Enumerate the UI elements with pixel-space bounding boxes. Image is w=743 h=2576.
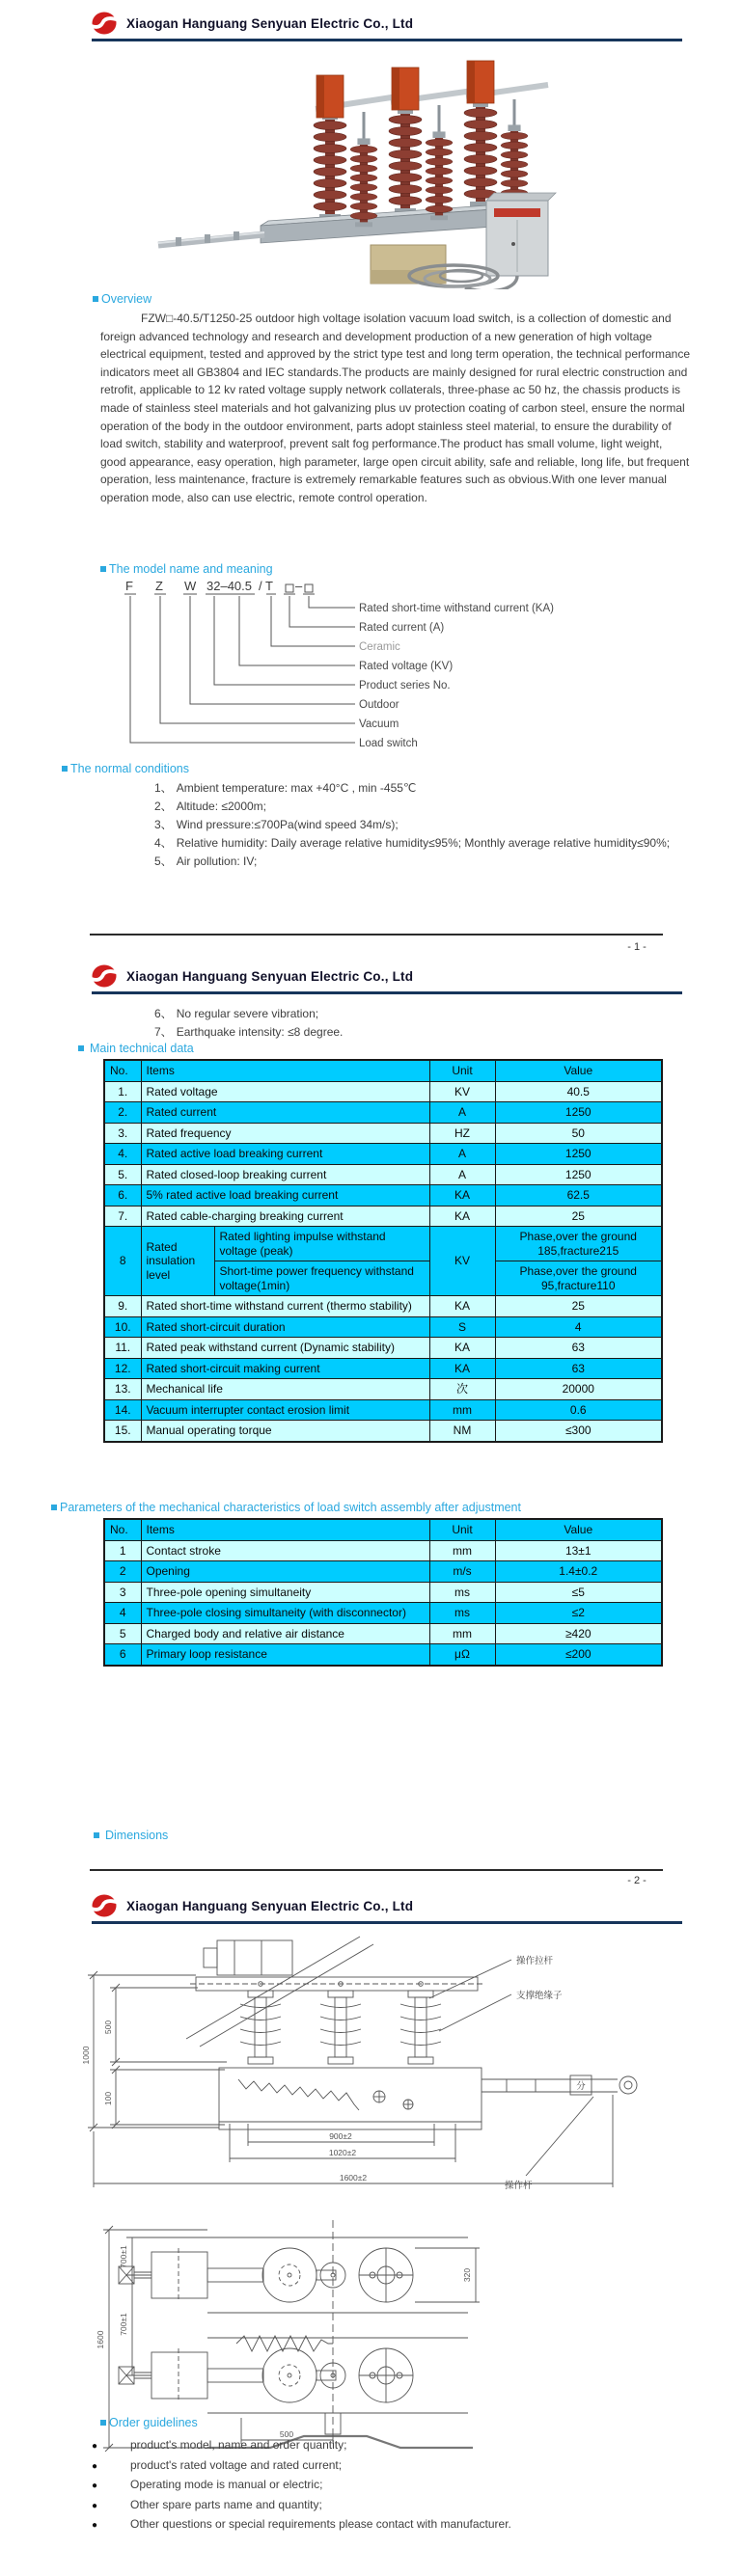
no-cell: 9. [104,1296,141,1317]
item-cell: Rated current [141,1102,429,1124]
no-cell: 10. [104,1316,141,1338]
list-item: 4、 Relative humidity: Daily average relative humidity≤95%; Monthly average relative humidity≤90%; [154,836,671,850]
list-item [92,2496,671,2516]
table-rows-1-7 [104,1081,662,1227]
section-bullet-icon [100,566,106,572]
company-logo-icon [92,12,118,35]
value-cell: 1250 [495,1164,662,1185]
value-cell: 63 [495,1338,662,1359]
overview-paragraph: FZW□-40.5/T1250-25 outdoor high voltage isolation vacuum load switch, is a collection of domestic and foreign advanced technology and research and development production of a new generation of high voltage electrical equipment, tested and approved by the strict type test and long term operation, the technical performance indicators meet all GB3804 and IEC standards.The products are mainly designed for rural electric construction and retrofit, applicable to 12 kv rated voltage supply network collaterals, three-phase ac 50 hz, the chassis products is made of stainless steel materials and hot galvanizing plus uv protection coating of carbon steel, ensure the normal operation of the body in the outdoor environment, parts adopt stainless steel material, to ensure the durability of load switch, stability and waterproof, prevent salt fog performance.The product has small volume, light weight, good appearance, easy operation, high parameter, large open circuit ability, safe and reliable, long life, but frequent operation, less maintenance, fracture is extremely remarkable features such as obvious.With one lever manual operation mode, also can use electric, remote control operation. [100,312,691,504]
company-name: Xiaogan Hanguang Senyuan Electric Co., Ltd [126,15,414,31]
section-order-heading [100,2416,198,2429]
unit-cell: mm [429,1623,495,1644]
bullet-icon: ● [92,2481,98,2491]
unit-cell: m/s [429,1561,495,1583]
item-cell: 5% rated active load breaking current [141,1185,429,1207]
unit-cell: S [429,1316,495,1338]
model-code-dash: – [295,579,303,593]
page-number: - 1 - [627,941,647,953]
header-unit: Unit [429,1519,495,1540]
dim-plan-700b: 700±1 [119,2313,128,2336]
section-bullet-icon [62,766,68,772]
item-cell: Charged body and relative air distance [141,1623,429,1644]
model-code-z: Z [155,579,163,593]
dim-height-insulator: 500 [103,2020,113,2035]
order-item-text: Operating mode is manual or electric; [130,2478,323,2491]
no-cell: 6 [104,1644,141,1666]
item-cell: Three-pole opening simultaneity [141,1582,429,1603]
item-cell: Short-time power frequency withstand voltage(1min) [214,1261,429,1296]
value-cell: 50 [495,1123,662,1144]
conditions-list-continued [135,1005,674,1042]
table-row [104,1060,662,1081]
value-cell: ≤2 [495,1603,662,1624]
model-code-t: / T [259,579,273,593]
section-bullet-icon [51,1505,57,1510]
dim-width-1020: 1020±2 [328,2148,357,2157]
no-cell: 5 [104,1623,141,1644]
fen-indicator-label: 分 [576,2081,586,2092]
table-row [104,1338,662,1359]
dim-plan-320: 320 [462,2267,472,2283]
operating-rod [158,234,264,245]
page-header [92,12,682,41]
unit-cell: 次 [429,1379,495,1400]
value-cell: ≥420 [495,1623,662,1644]
no-cell: 7. [104,1206,141,1227]
table-row [104,1358,662,1379]
no-cell: 4 [104,1603,141,1624]
table-rows [104,1540,662,1666]
table-row [104,1296,662,1317]
unit-cell: KA [429,1206,495,1227]
table-row [104,1623,662,1644]
value-cell: 62.5 [495,1185,662,1207]
bullet-icon: ● [92,2500,98,2511]
value-cell: ≤200 [495,1644,662,1666]
table-row [104,1644,662,1666]
value-cell: 25 [495,1206,662,1227]
section-overview-heading [93,292,151,306]
no-cell: 5. [104,1164,141,1185]
company-logo-icon [92,1894,118,1917]
item-cell: Opening [141,1561,429,1583]
item-cell: Rated closed-loop breaking current [141,1164,429,1185]
list-item [92,2436,671,2456]
unit-cell: A [429,1144,495,1165]
value-cell: 1250 [495,1144,662,1165]
dim-width-900: 900±2 [329,2131,352,2141]
unit-cell: KA [429,1338,495,1359]
no-cell: 12. [104,1358,141,1379]
unit-cell: mm [429,1399,495,1421]
model-label: Product series No. [359,680,451,691]
table-row [104,1421,662,1442]
list-item [92,2476,671,2496]
dim-width-1600: 1600±2 [339,2173,368,2183]
no-cell: 8 [104,1227,141,1296]
no-cell: 2. [104,1102,141,1124]
model-code-f: F [125,579,133,593]
header-unit: Unit [429,1060,495,1081]
unit-cell: KA [429,1185,495,1207]
dimension-drawing-front [72,1935,661,2216]
insulation-level-rows [104,1227,662,1296]
model-code-series: 32–40.5 [206,579,252,593]
model-label: Load switch [359,738,418,749]
value-cell: Phase,over the ground 185,fracture215 [495,1227,662,1261]
item-cell: Rated voltage [141,1081,429,1102]
value-cell: 20000 [495,1379,662,1400]
header-value: Value [495,1519,662,1540]
mechanical-parameters-table [103,1518,663,1667]
item-cell: Rated cable-charging breaking current [141,1206,429,1227]
page-number: - 2 - [627,1875,647,1886]
no-cell: 1 [104,1540,141,1561]
conditions-list [135,779,674,871]
table-row [104,1540,662,1561]
value-cell: ≤5 [495,1582,662,1603]
value-cell: 1250 [495,1102,662,1124]
unit-cell: KA [429,1296,495,1317]
model-label: Rated current (A) [359,622,445,634]
main-technical-table [103,1059,663,1443]
table-header [104,1519,662,1540]
bullet-icon: ● [92,2441,98,2452]
header-no: No. [104,1519,141,1540]
table-rows-9-15 [104,1296,662,1442]
list-item [92,2456,671,2477]
page-divider [90,1869,663,1871]
item-cell: Rated frequency [141,1123,429,1144]
bullet-icon: ● [92,2520,98,2531]
bullet-icon: ● [92,2460,98,2472]
unit-cell: KA [429,1358,495,1379]
order-guidelines-list [92,2436,671,2535]
unit-cell: ms [429,1603,495,1624]
section-dimensions-heading [94,1829,168,1842]
unit-cell: HZ [429,1123,495,1144]
value-cell: Phase,over the ground 95,fracture110 [495,1261,662,1296]
item-cell: Manual operating torque [141,1421,429,1442]
value-cell: 40.5 [495,1081,662,1102]
no-cell: 3 [104,1582,141,1603]
item-cell: Rated insulation level [141,1227,214,1296]
item-cell: Rated short-time withstand current (thermo stability) [141,1296,429,1317]
header-no: No. [104,1060,141,1081]
order-item-text: Other spare parts name and quantity; [130,2497,322,2511]
section-bullet-icon [93,296,98,302]
no-cell: 11. [104,1338,141,1359]
unit-cell: NM [429,1421,495,1442]
model-code-w: W [184,579,197,593]
no-cell: 15. [104,1421,141,1442]
table-row [104,1164,662,1185]
section-title: Parameters of the mechanical characteristics of load switch assembly after adjustment [60,1501,521,1514]
table-row [104,1102,662,1124]
model-label: Vacuum [359,719,399,730]
no-cell: 1. [104,1081,141,1102]
list-item: 7、 Earthquake intensity: ≤8 degree. [154,1025,344,1039]
dim-plan-1600: 1600 [96,2330,105,2349]
page-divider [90,934,663,935]
order-item-text: Other questions or special requirements please contact with manufacturer. [130,2517,511,2531]
dim-height-total: 1000 [81,2046,91,2065]
unit-cell: KV [429,1227,495,1296]
header-items: Items [141,1519,429,1540]
item-cell: Primary loop resistance [141,1644,429,1666]
section-model-heading [100,562,273,576]
no-cell: 2 [104,1561,141,1583]
table-row [104,1379,662,1400]
unit-cell: A [429,1102,495,1124]
value-cell: 1.4±0.2 [495,1561,662,1583]
table-row [104,1144,662,1165]
value-cell: 25 [495,1296,662,1317]
section-tech-heading [78,1042,194,1055]
company-logo-icon [92,964,118,988]
table-row [104,1185,662,1207]
item-cell: Rated short-circuit making current [141,1358,429,1379]
value-cell: 13±1 [495,1540,662,1561]
order-item-text: product's model, name and order quantity; [130,2438,347,2452]
section-title: Order guidelines [109,2416,198,2429]
company-name: Xiaogan Hanguang Senyuan Electric Co., Ltd [126,968,414,984]
header-value: Value [495,1060,662,1081]
table-header [104,1060,662,1081]
section-mech-heading [51,1501,521,1514]
item-cell: Rated lighting impulse withstand voltage (peak) [214,1227,429,1261]
value-cell: ≤300 [495,1421,662,1442]
no-cell: 3. [104,1123,141,1144]
item-cell: Rated active load breaking current [141,1144,429,1165]
section-title: Main technical data [90,1042,194,1055]
dim-plan-500: 500 [279,2429,294,2439]
callout-pull-rod: 操作拉杆 [516,1956,554,1966]
table-row [104,1561,662,1583]
model-label: Ceramic [359,641,400,653]
table-row [104,1227,662,1261]
insulator [314,112,346,220]
item-cell: Rated short-circuit duration [141,1316,429,1338]
list-item: 6、 No regular severe vibration; [154,1007,319,1020]
unit-cell: mm [429,1540,495,1561]
no-cell: 6. [104,1185,141,1207]
item-cell: Contact stroke [141,1540,429,1561]
dim-plan-700a: 700±1 [119,2245,128,2268]
value-cell: 63 [495,1358,662,1379]
model-label: Rated voltage (KV) [359,661,454,672]
section-bullet-icon [94,1832,99,1838]
page-header [92,1894,682,1924]
table-row [104,1582,662,1603]
list-item: 5、 Air pollution: IV; [154,854,258,868]
unit-cell: A [429,1164,495,1185]
table-row [104,1316,662,1338]
item-cell: Rated peak withstand current (Dynamic stability) [141,1338,429,1359]
table-row [104,1603,662,1624]
section-title: The model name and meaning [109,562,273,576]
list-item [92,2515,671,2535]
section-title: The normal conditions [70,762,189,775]
unit-cell: KV [429,1081,495,1102]
header-items: Items [141,1060,429,1081]
callout-operating-rod: 操作杆 [505,2181,533,2191]
section-bullet-icon [100,2420,106,2426]
item-cell: Three-pole closing simultaneity (with disconnector) [141,1603,429,1624]
page-header [92,964,682,994]
model-label: Outdoor [359,699,399,711]
no-cell: 4. [104,1144,141,1165]
value-cell: 4 [495,1316,662,1338]
model-meaning-diagram [96,579,714,764]
drive-box [316,75,344,118]
table-row [104,1399,662,1421]
list-item: 3、 Wind pressure:≤700Pa(wind speed 34m/s); [154,818,399,831]
dim-height-chassis: 100 [103,2091,113,2106]
value-cell: 0.6 [495,1399,662,1421]
unit-cell: μΩ [429,1644,495,1666]
section-conditions-heading [62,762,189,775]
item-cell: Vacuum interrupter contact erosion limit [141,1399,429,1421]
no-cell: 13. [104,1379,141,1400]
no-cell: 14. [104,1399,141,1421]
table-row [104,1519,662,1540]
table-row [104,1123,662,1144]
order-item-text: product's rated voltage and rated current; [130,2457,343,2472]
section-bullet-icon [78,1045,84,1051]
table-row [104,1081,662,1102]
table-row [104,1206,662,1227]
product-photo [147,56,591,289]
model-label: Rated short-time withstand current (KA) [359,603,554,614]
section-title: Dimensions [105,1829,169,1842]
list-item: 2、 Altitude: ≤2000m; [154,800,266,813]
callout-support-insulator: 支撑绝缘子 [516,1991,563,2001]
item-cell: Mechanical life [141,1379,429,1400]
section-title: Overview [101,292,152,306]
unit-cell: ms [429,1582,495,1603]
company-name: Xiaogan Hanguang Senyuan Electric Co., Ltd [126,1898,414,1913]
list-item: 1、 Ambient temperature: max +40°C , min -455℃ [154,781,417,795]
